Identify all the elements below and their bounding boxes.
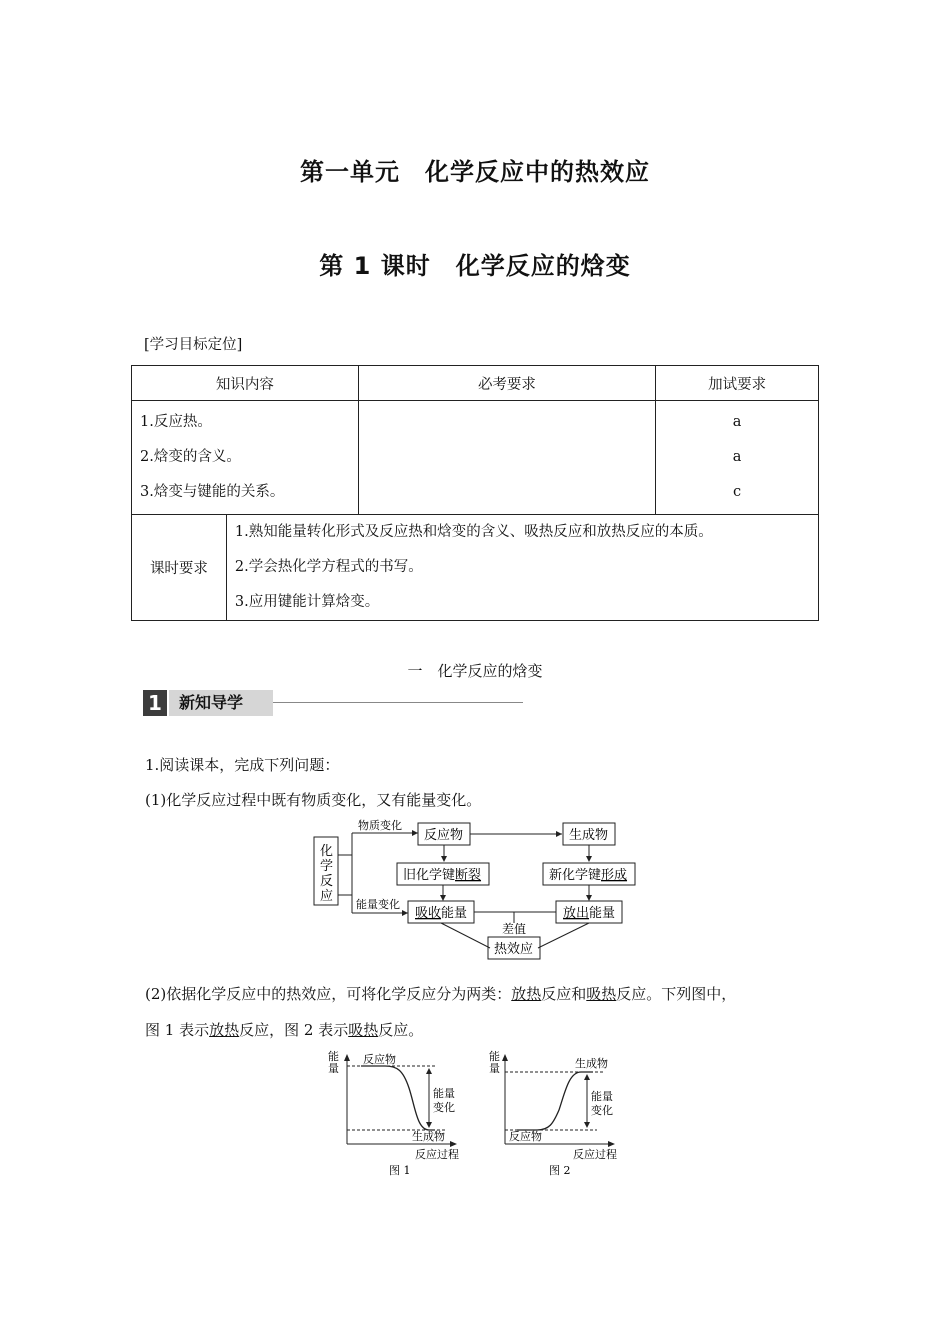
lesson-req-item: 1.熟知能量转化形式及反应热和焓变的含义、吸热反应和放热反应的本质。 bbox=[234, 524, 713, 540]
flow-left-char: 应 bbox=[320, 889, 334, 904]
advanced-item: a bbox=[732, 414, 742, 430]
figure-caption: 图 2 bbox=[549, 1164, 571, 1177]
difference-label: 差值 bbox=[502, 922, 527, 936]
banner-label: 新知导学 bbox=[169, 690, 273, 716]
x-axis-label: 反应过程 bbox=[573, 1148, 617, 1161]
delta-label: 能量 bbox=[433, 1087, 455, 1100]
section-title: 一 化学反应的焓变 bbox=[407, 662, 543, 680]
question-1-2-line1 bbox=[145, 983, 736, 1004]
required-item bbox=[359, 475, 656, 510]
advanced-list bbox=[656, 405, 818, 510]
lesson-req-label: 课时要求 bbox=[132, 515, 227, 621]
y-axis-label: 量 bbox=[328, 1062, 339, 1075]
old-bond-label: 旧化学键断裂 bbox=[403, 868, 482, 883]
answer-blank: 吸热 bbox=[348, 1021, 379, 1039]
delta-label: 能量 bbox=[591, 1090, 613, 1103]
product-label: 生成物 bbox=[569, 828, 609, 843]
figure-1-exothermic bbox=[325, 1048, 465, 1180]
table-row bbox=[132, 515, 819, 621]
lesson-req-item: 2.学会热化学方程式的书写。 bbox=[234, 559, 423, 575]
release-label: 放出能量 bbox=[563, 906, 616, 921]
text-span: 反应。下列图中， bbox=[616, 985, 737, 1003]
advanced-item: a bbox=[732, 449, 742, 465]
y-axis-label: 能 bbox=[489, 1050, 500, 1063]
answer-blank: 放热 bbox=[511, 985, 542, 1003]
advanced-item: c bbox=[733, 484, 742, 500]
bottom-level-label: 反应物 bbox=[509, 1130, 542, 1143]
delta-label: 变化 bbox=[591, 1104, 613, 1117]
lesson-title: 第 1 课时 化学反应的焓变 bbox=[319, 252, 631, 280]
matter-change-label: 物质变化 bbox=[358, 819, 402, 832]
header-advanced: 加试要求 bbox=[656, 366, 819, 401]
y-axis-label: 能 bbox=[328, 1050, 339, 1063]
objectives-table bbox=[131, 365, 819, 621]
banner-divider bbox=[273, 702, 523, 703]
answer-blank: 吸热 bbox=[586, 985, 617, 1003]
knowledge-item: 2.焓变的含义。 bbox=[140, 449, 241, 465]
objectives-label: [学习目标定位] bbox=[144, 337, 243, 353]
delta-label: 变化 bbox=[433, 1101, 455, 1114]
knowledge-list bbox=[132, 405, 358, 510]
required-item bbox=[359, 405, 656, 440]
unit-title: 第一单元 化学反应中的热效应 bbox=[300, 158, 650, 186]
top-level-label: 反应物 bbox=[363, 1053, 396, 1066]
reaction-flow-diagram bbox=[300, 815, 650, 965]
knowledge-item: 3.焓变与键能的关系。 bbox=[140, 484, 285, 500]
heat-effect-label: 热效应 bbox=[494, 942, 534, 957]
banner-number: 1 bbox=[143, 690, 167, 716]
figure-caption: 图 1 bbox=[389, 1164, 411, 1177]
new-bond-label: 新化学键形成 bbox=[549, 868, 628, 883]
text-span: 反应和 bbox=[541, 985, 587, 1003]
energy-change-label: 能量变化 bbox=[356, 898, 400, 911]
text-span: 反应。 bbox=[378, 1021, 424, 1039]
question-1: 1.阅读课本，完成下列问题： bbox=[145, 756, 340, 774]
required-item bbox=[359, 440, 656, 475]
figure-2-endothermic bbox=[487, 1048, 627, 1180]
question-1-2-line2 bbox=[145, 1019, 423, 1040]
table-row bbox=[132, 401, 819, 515]
table-header-row bbox=[132, 366, 819, 401]
lesson-req-list bbox=[227, 515, 818, 620]
header-required: 必考要求 bbox=[358, 366, 656, 401]
lesson-req-item: 3.应用键能计算焓变。 bbox=[234, 594, 380, 610]
absorb-label: 吸收能量 bbox=[415, 906, 468, 921]
y-axis-label: 量 bbox=[489, 1062, 500, 1075]
text-span: 反应，图 2 表示 bbox=[239, 1021, 349, 1039]
section-banner bbox=[143, 690, 273, 716]
answer-blank: 放热 bbox=[209, 1021, 240, 1039]
header-knowledge: 知识内容 bbox=[132, 366, 359, 401]
text-span: (2)依据化学反应中的热效应，可将化学反应分为两类： bbox=[145, 985, 512, 1003]
required-list bbox=[359, 405, 656, 510]
x-axis-label: 反应过程 bbox=[415, 1148, 459, 1161]
text-span: 图 1 表示 bbox=[145, 1021, 210, 1039]
top-level-label: 生成物 bbox=[575, 1057, 608, 1070]
flow-left-char: 化 bbox=[320, 844, 334, 859]
question-1-1: (1)化学反应过程中既有物质变化，又有能量变化。 bbox=[145, 791, 482, 809]
reactant-label: 反应物 bbox=[424, 828, 464, 843]
flow-left-char: 反 bbox=[320, 874, 334, 889]
bottom-level-label: 生成物 bbox=[412, 1130, 445, 1143]
knowledge-item: 1.反应热。 bbox=[140, 414, 212, 430]
flow-left-char: 学 bbox=[320, 859, 334, 874]
